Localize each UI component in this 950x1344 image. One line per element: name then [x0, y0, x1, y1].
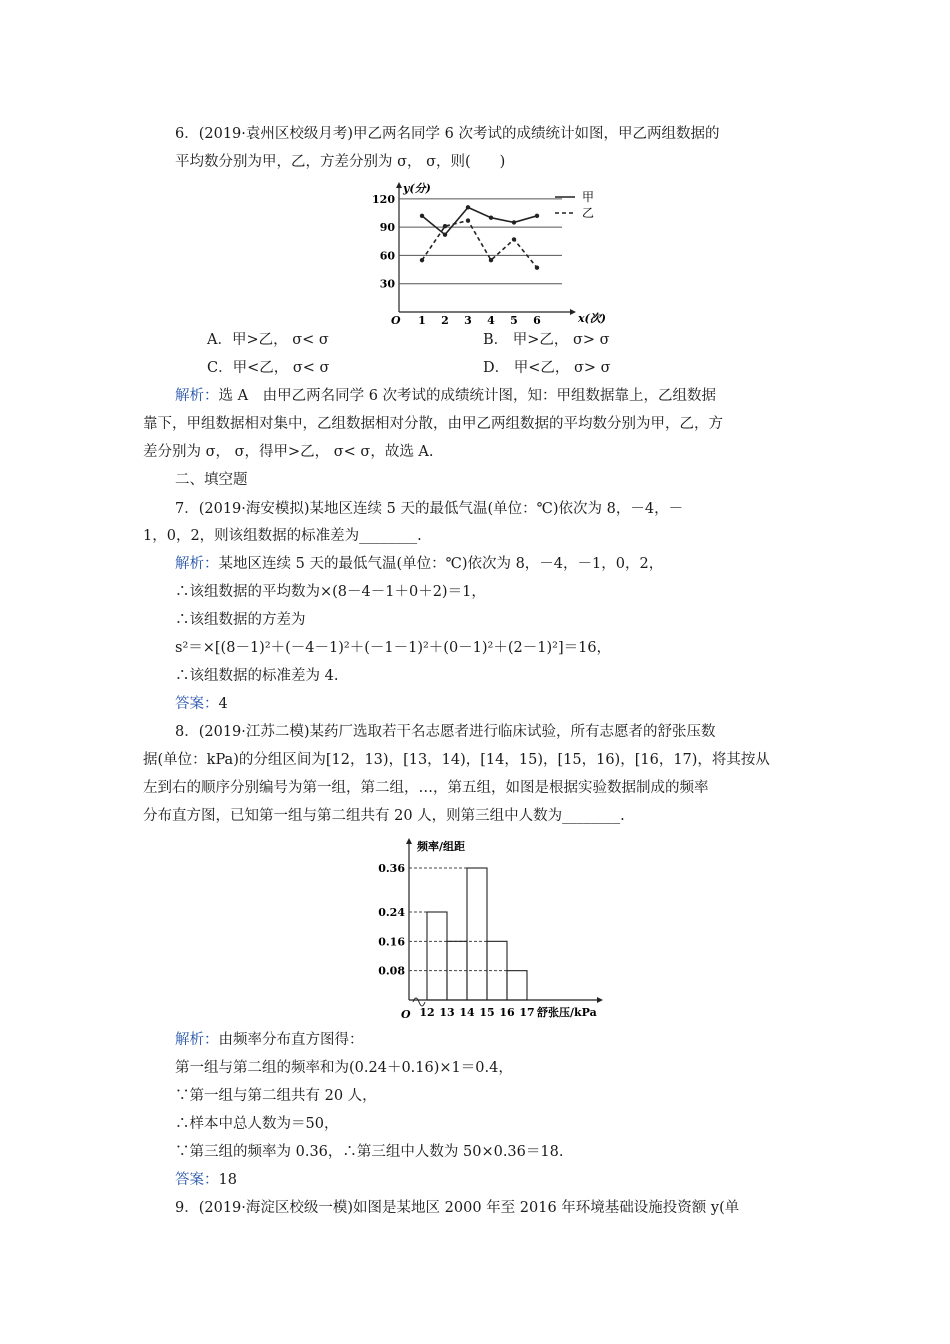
- q8-answer-value: 18: [218, 1172, 237, 1188]
- q6-solution-text-1: 选 A 由甲乙两名同学 6 次考试的成绩统计图，知：甲组数据靠上，乙组数据: [218, 388, 717, 404]
- series-1-point: [535, 214, 539, 218]
- q6-line-2: 平均数分别为甲，乙，方差分别为 σ， σ，则( ): [175, 154, 506, 170]
- x-tick-label: 13: [439, 1006, 455, 1019]
- series-line-1: [422, 207, 537, 234]
- q8-solution-line-5: ∵第三组的频率为 0.36，∴第三组中人数为 50×0.36＝18.: [175, 1144, 564, 1160]
- q7-solution-text-1: 某地区连续 5 天的最低气温(单位：℃)依次为 8，－4，－1，0，2，: [218, 556, 664, 572]
- x-tick-label: 12: [419, 1006, 435, 1019]
- x-tick-label: 3: [464, 314, 472, 327]
- q6-option-b: B． 甲>乙， σ> σ: [483, 332, 610, 348]
- legend-label-2: 乙: [582, 206, 595, 220]
- x-tick-label: 15: [479, 1006, 495, 1019]
- series-2-point: [466, 218, 470, 222]
- q6-solution-line-2: 靠下，甲组数据相对集中，乙组数据相对分散，由甲乙两组数据的平均数分别为甲，乙，方: [143, 416, 723, 432]
- x-tick-label: 14: [459, 1006, 475, 1019]
- x-tick-label: 1: [418, 314, 426, 327]
- x-axis-arrow: [597, 997, 603, 1003]
- series-2-point: [535, 265, 539, 269]
- q7-solution-line-1: [175, 554, 663, 574]
- series-1-point: [443, 232, 447, 236]
- q6-solution-line-3: 差分别为 σ， σ，得甲>乙， σ< σ，故选 A.: [143, 444, 434, 460]
- q7-line-2: 1，0，2，则该组数据的标准差为________.: [143, 528, 422, 544]
- q7-answer-label: 答案：: [175, 696, 219, 712]
- x-axis-arrow: [570, 309, 576, 315]
- x-tick-label: 16: [499, 1006, 515, 1019]
- y-tick-label: 0.08: [378, 964, 405, 978]
- section-heading-fill-in: 二、填空题: [175, 472, 248, 488]
- series-2-point: [420, 258, 424, 262]
- origin-label: O: [401, 1008, 411, 1021]
- y-tick-label: 0.36: [378, 862, 405, 875]
- q8-solution-line-3: ∵第一组与第二组共有 20 人，: [175, 1088, 377, 1104]
- q8-answer: [175, 1170, 237, 1190]
- x-tick-label: 17: [519, 1006, 535, 1019]
- q6-solution-label: 解析：: [175, 388, 219, 404]
- legend-label-1: 甲: [582, 190, 595, 204]
- q6-option-c: C．甲<乙， σ< σ: [207, 360, 330, 376]
- series-1-point: [489, 216, 493, 220]
- y-tick-label: 0.24: [378, 906, 405, 919]
- q8-solution-text-1: 由频率分布直方图得：: [218, 1032, 364, 1048]
- q6-option-d: D． 甲<乙， σ> σ: [483, 360, 611, 376]
- series-2-point: [489, 258, 493, 262]
- axis-break-mark: [413, 998, 425, 1006]
- series-1-point: [420, 214, 424, 218]
- y-axis-arrow: [396, 182, 402, 188]
- x-tick-label: 5: [510, 314, 518, 327]
- q7-solution-line-3: ∴该组数据的方差为: [175, 612, 306, 628]
- q8-solution-line-1: [175, 1030, 364, 1050]
- q7-answer: [175, 694, 228, 714]
- q8-solution-line-2: 第一组与第二组的频率和为(0.24＋0.16)×1＝0.4，: [175, 1060, 513, 1076]
- y-tick-label: 60: [379, 249, 395, 263]
- q8-solution-label: 解析：: [175, 1032, 219, 1048]
- histogram-bar: [507, 971, 527, 1000]
- q7-solution-line-2: ∴该组数据的平均数为×(8－4－1＋0＋2)＝1，: [175, 584, 486, 600]
- q6-line-1: 6．(2019·袁州区校级月考)甲乙两名同学 6 次考试的成绩统计如图，甲乙两组数据的: [175, 126, 720, 142]
- q6-option-a: A．甲>乙， σ< σ: [207, 332, 329, 348]
- q8-line-2: 据(单位：kPa)的分组区间为[12，13)，[13，14)，[14，15)，[15，16)，[16，17)，将其按从: [143, 752, 770, 768]
- x-axis-label: 舒张压/kPa: [537, 1006, 597, 1019]
- y-axis-label: 频率/组距: [417, 840, 466, 853]
- series-1-point: [512, 220, 516, 224]
- q6-solution-line-1: [175, 386, 716, 406]
- series-2-point: [443, 224, 447, 228]
- q7-solution-line-4: s²＝×[(8－1)²＋(－4－1)²＋(－1－1)²＋(0－1)²＋(2－1)²]＝16，: [175, 640, 612, 656]
- q7-answer-value: 4: [218, 696, 228, 712]
- q8-solution-line-4: ∴样本中总人数为＝50，: [175, 1116, 339, 1132]
- q7-line-1: 7．(2019·海安模拟)某地区连续 5 天的最低气温(单位：℃)依次为 8，－4，－: [175, 501, 684, 517]
- q7-solution-line-5: ∴该组数据的标准差为 4.: [175, 668, 339, 684]
- y-axis-label: y(分): [403, 182, 431, 195]
- x-tick-label: 6: [533, 314, 541, 327]
- y-tick-label: 90: [379, 221, 395, 235]
- histogram-blood-pressure: [365, 836, 625, 1022]
- y-axis-arrow: [406, 838, 412, 844]
- y-tick-label: 0.16: [378, 935, 405, 949]
- x-tick-label: 4: [487, 314, 495, 327]
- q8-answer-label: 答案：: [175, 1172, 219, 1188]
- q8-line-1: 8．(2019·江苏二模)某药厂选取若干名志愿者进行临床试验，所有志愿者的舒张压数: [175, 724, 716, 740]
- line-chart-scores: [372, 176, 615, 328]
- series-2-point: [512, 237, 516, 241]
- x-axis-label: x(次): [578, 312, 606, 325]
- y-tick-label: 30: [379, 277, 395, 291]
- q9-line-1: 9．(2019·海淀区校级一模)如图是某地区 2000 年至 2016 年环境基础设施投资额 y(单: [175, 1200, 740, 1216]
- x-tick-label: 2: [441, 314, 449, 327]
- histogram-bar: [467, 868, 487, 1000]
- origin-label: O: [391, 314, 401, 327]
- series-1-point: [466, 205, 470, 209]
- histogram-bar: [427, 912, 447, 1000]
- q7-solution-label: 解析：: [175, 556, 219, 572]
- q8-line-3: 左到右的顺序分别编号为第一组，第二组，…，第五组，如图是根据实验数据制成的频率: [143, 780, 709, 796]
- q8-line-4: 分布直方图，已知第一组与第二组共有 20 人，则第三组中人数为________.: [143, 808, 625, 824]
- y-tick-label: 120: [372, 192, 395, 206]
